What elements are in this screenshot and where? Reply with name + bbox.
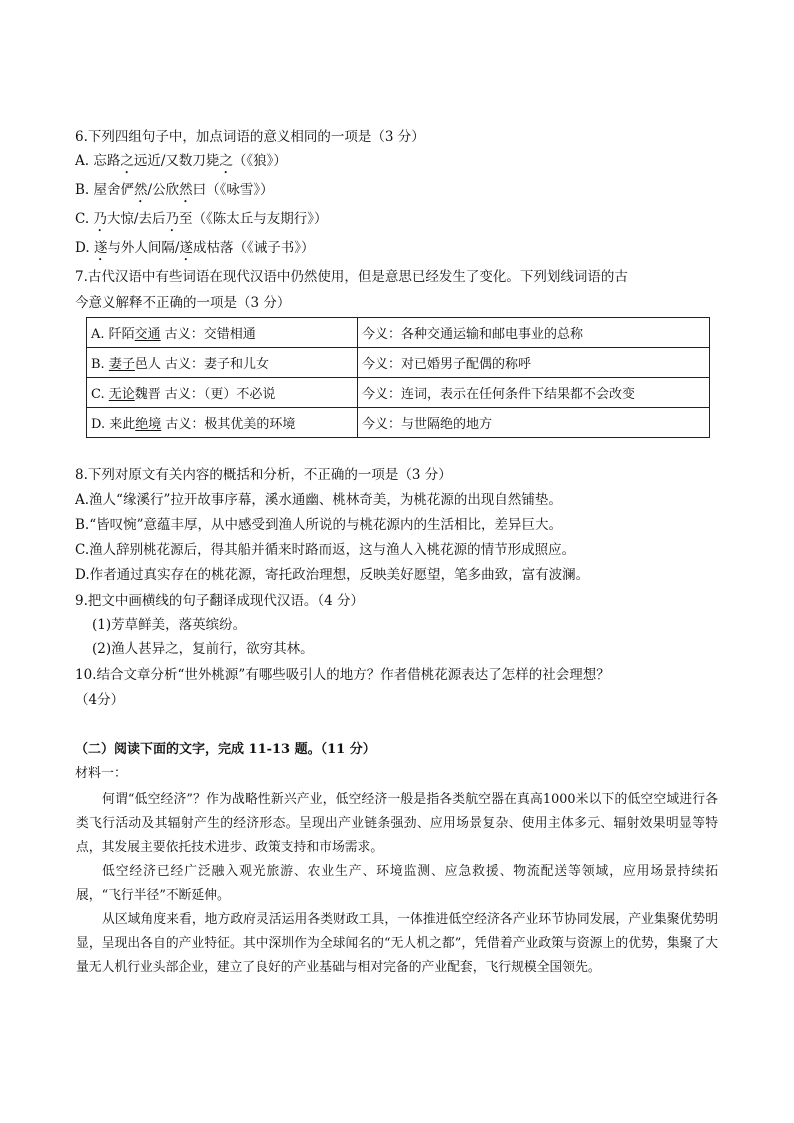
q9-stem: 9.把文中画横线的句子翻译成现代汉语。（4 分） [75, 593, 365, 609]
q7-row-b-ancient [87, 348, 358, 378]
q6-option-b-pre: B. 屋舍俨 [75, 182, 135, 198]
q7-row-b-pre: B. [91, 357, 109, 372]
q7-row-c-modern: 今义：连词，表示在任何条件下结果都不会改变 [358, 378, 710, 408]
q7-row-d-post: 古义：极其优美的环境 [161, 417, 296, 432]
q6-option-c-post: 至（《陈太丘与友期行》） [179, 211, 328, 227]
q6-option-a [75, 152, 287, 177]
q6-option-a-pre: A. 忘路 [75, 153, 121, 169]
q7-row-c-ancient [87, 378, 358, 408]
material-1-label: 材料一： [75, 766, 128, 781]
q6-option-b-mid: /公欣 [147, 182, 180, 198]
q7-row-c-post: 魏晋 古义：（更）不必说 [134, 387, 276, 402]
q7-stem-line-1: 7.古代汉语中有些词语在现代汉语中仍然使用，但是意思已经发生了变化。下列划线词语的古 [75, 269, 628, 285]
q10-stem-line-2: （4分） [75, 692, 125, 708]
q7-row-b-post: 邑人 古义：妻子和儿女 [134, 357, 269, 372]
q8-option-c: C.渔人辞别桃花源后，得其船并循来时路而返，这与渔人入桃花源的情节形成照应。 [75, 542, 576, 558]
material-1-paragraph-3: 从区域角度来看，地方政府灵活运用各类财政工具，一体推进低空经济各产业环节协同发展，产业集聚优势明显，呈现出各自的产业特征。其中深圳作为全球闻名的“无人机之都”，凭借着产业政策与资源上的优势，集聚了大量无人机行业头部企业，建立了良好的产业基础与相对完备的产业配套，飞行规模全国领先。 [76, 912, 718, 975]
q10-stem-line-1: 10.结合文章分析“世外桃源”有哪些吸引人的地方？作者借桃花源表达了怎样的社会理想？ [75, 667, 610, 683]
q6-option-a-mid: 远近/又数刀毙 [133, 153, 220, 169]
material-1-paragraph-1: 何谓“低空经济”？作为战略性新兴产业，低空经济一般是指各类航空器在真高1000米以下的低空空域进行各类飞行活动及其辐射产生的经济形态。呈现出产业链条强劲、应用场景复杂、使用主体多元、辐射效果明显等特点，其发展主要依托技术进步、政策支持和市场需求。 [76, 792, 718, 855]
q6-option-b-dotted-1: 然 [134, 182, 148, 198]
table-row [87, 318, 710, 348]
q6-option-d-dotted-2: 遂 [179, 240, 193, 256]
q6-option-c-pre: C. [75, 211, 94, 227]
table-row [87, 348, 710, 378]
q6-option-c [75, 210, 328, 235]
q9-item-1: (1)芳草鲜美，落英缤纷。 [92, 617, 247, 633]
q7-row-c-word: 无论 [108, 387, 135, 402]
q7-row-d-pre: D. 来此 [91, 417, 136, 432]
q7-row-d-word: 绝境 [135, 417, 162, 432]
q7-row-a-post: 古义：交错相通 [160, 327, 256, 342]
q7-row-b-word: 妻子 [108, 357, 135, 372]
q7-row-b-modern: 今义：对已婚男子配偶的称呼 [358, 348, 710, 378]
section-2-heading: （二）阅读下面的文字，完成 11-13 题。（11 分） [75, 742, 376, 757]
q7-row-a-pre: A. 阡陌 [91, 327, 135, 342]
q7-options-table [86, 317, 710, 438]
table-row [87, 408, 710, 438]
q6-option-b-post: 曰（《咏雪》） [192, 182, 274, 198]
q6-option-a-post: （《狼》） [232, 153, 287, 169]
material-1-paragraph-2: 低空经济已经广泛融入观光旅游、农业生产、环境监测、应急救援、物流配送等领域，应用场景持续拓展，“飞行半径”不断延伸。 [76, 864, 718, 903]
q6-option-d-mid: 与外人间隔/ [107, 240, 180, 256]
q6-option-d-pre: D. [75, 240, 94, 256]
q8-option-b: B.“皆叹惋”意蕴丰厚，从中感受到渔人所说的与桃花源内的生活相比，差异巨大。 [75, 517, 563, 533]
q7-row-a-ancient [87, 318, 358, 348]
q8-option-a: A.渔人“缘溪行”拉开故事序幕，溪水通幽、桃林奇美，为桃花源的出现自然铺垫。 [75, 492, 562, 508]
q6-option-c-mid: 大惊/去后 [106, 211, 166, 227]
q7-stem-line-2: 今意义解释不正确的一项是（3 分） [75, 295, 291, 311]
q7-row-a-word: 交通 [134, 327, 161, 342]
q7-row-d-ancient [87, 408, 358, 438]
q6-option-c-dotted-2: 乃 [165, 211, 179, 227]
q8-stem: 8.下列对原文有关内容的概括和分析，不正确的一项是（3 分） [75, 467, 452, 483]
q8-option-d: D.作者通过真实存在的桃花源，寄托政治理想，反映美好愿望，笔多曲致，富有波澜。 [75, 567, 590, 583]
q6-option-d-post: 成枯落（《诫子书》） [193, 240, 315, 256]
q6-stem: 6.下列四组句子中，加点词语的意义相同的一项是（3 分） [75, 129, 425, 145]
q7-row-a-modern: 今义：各种交通运输和邮电事业的总称 [358, 318, 710, 348]
q6-option-d [75, 239, 315, 264]
q6-option-b [75, 181, 274, 206]
q7-row-c-pre: C. [91, 387, 109, 402]
q6-option-a-dotted-1: 之 [120, 153, 134, 169]
q7-row-d-modern: 今义：与世隔绝的地方 [358, 408, 710, 438]
q6-option-a-dotted-2: 之 [219, 153, 233, 169]
q6-option-d-dotted-1: 遂 [93, 240, 108, 256]
q6-option-b-dotted-2: 然 [179, 182, 193, 198]
table-row [87, 378, 710, 408]
q6-option-c-dotted-1: 乃 [93, 211, 107, 227]
q9-item-2: (2)渔人甚异之，复前行，欲穷其林。 [92, 641, 314, 657]
